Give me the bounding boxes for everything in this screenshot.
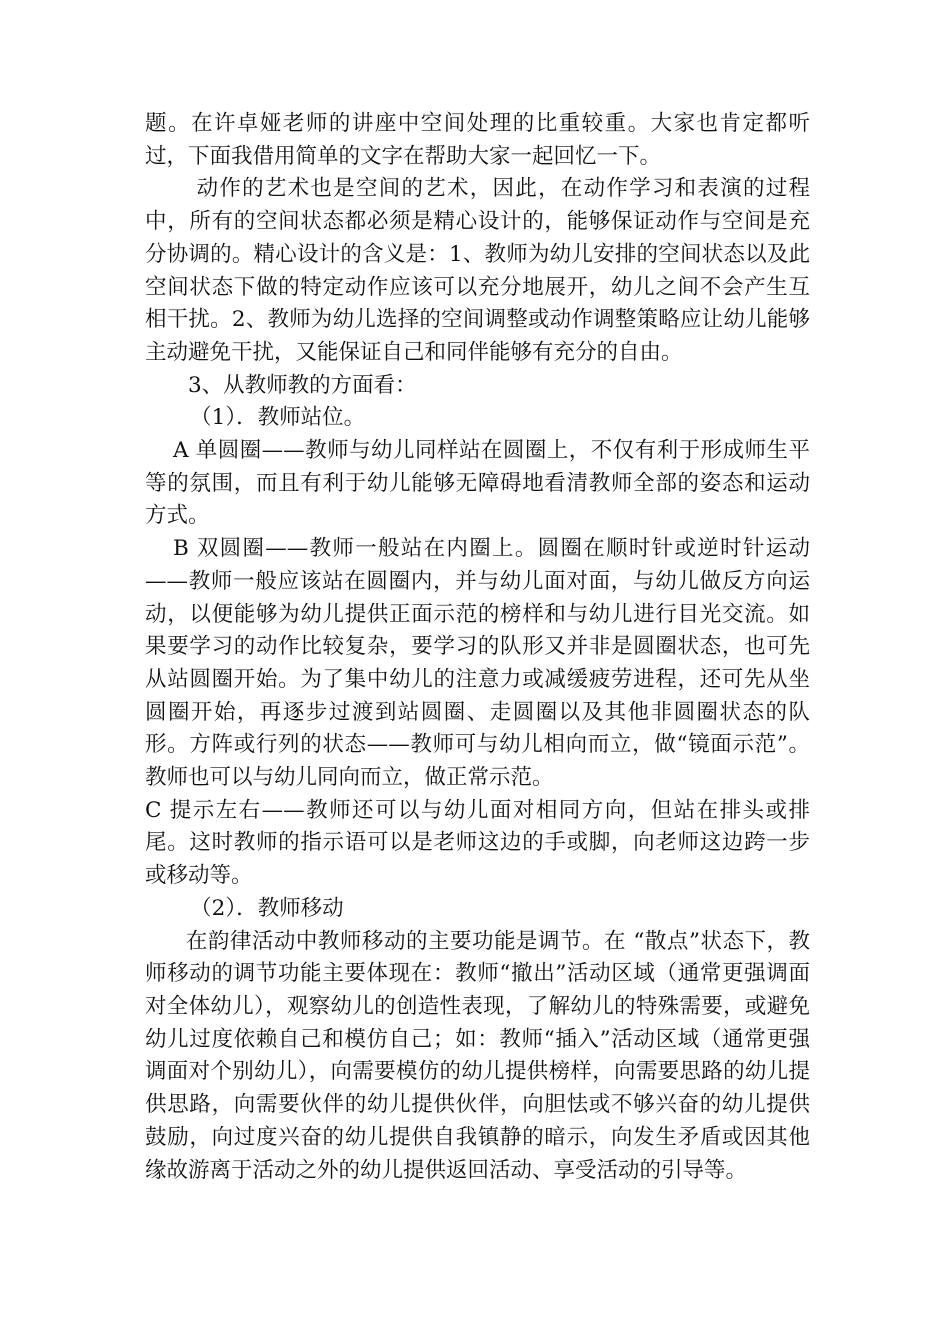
paragraph-intro: 题。在许卓娅老师的讲座中空间处理的比重较重。大家也肯定都听过，下面我借用简单的文字在帮助大家一起回忆一下。 [145,111,810,169]
paragraph-single-circle: A 单圆圈——教师与幼儿同样站在圆圈上，不仅有利于形成师生平等的氛围，而且有利于幼儿能够无障碍地看清教师全部的姿态和运动方式。 [145,438,810,529]
paragraph-movement-function: 在韵律活动中教师移动的主要功能是调节。在 “散点”状态下，教师移动的调节功能主要体现在：教师“撤出”活动区域（通常更强调面对全体幼儿），观察幼儿的创造性表现，了解幼儿的特殊需要，或避免幼儿过度依赖自己和模仿自己；如：教师“插入”活动区域（通常更强调面对个别幼儿），向需要模仿的幼儿提供榜样，向需要思路的幼儿提供思路，向需要伙伴的幼儿提供伙伴，向胆怯或不够兴奋的幼儿提供鼓励，向过度兴奋的幼儿提供自我镇静的暗示，向发生矛盾或因其他缘故游离于活动之外的幼儿提供返回活动、享受活动的引导等。 [145,928,810,1183]
heading-teacher-movement: （2）．教师移动 [190,895,344,921]
heading-teacher-teaching: 3、从教师教的方面看： [188,372,417,398]
heading-teacher-position: （1）．教师站位。 [190,405,366,431]
paragraph-double-circle: B 双圆圈——教师一般站在内圈上。圆圈在顺时针或逆时针运动——教师一般应该站在圆圈内，并与幼儿面对面，与幼儿做反方向运动，以便能够为幼儿提供正面示范的榜样和与幼儿进行目光交流。如果要学习的动作比较复杂，要学习的队形又并非是圆圈状态，也可先从站圆圈开始。为了集中幼儿的注意力或减缓疲劳进程，还可先从坐圆圈开始，再逐步过渡到站圆圈、走圆圈以及其他非圆圈状态的队形。方阵或行列的状态——教师可与幼儿相向而立，做“镜面示范”。教师也可以与幼儿同向而立，做正常示范。 [145,536,810,791]
paragraph-space-art: 动作的艺术也是空间的艺术，因此，在动作学习和表演的过程中，所有的空间状态都必须是精心设计的，能够保证动作与空间是充分协调的。精心设计的含义是：1、教师为幼儿安排的空间状态以及此空间状态下做的特定动作应该可以充分地展开，幼儿之间不会产生互相干扰。2、教师为幼儿选择的空间调整或动作调整策略应让幼儿能够主动避免干扰，又能保证自己和同伴能够有充分的自由。 [145,176,810,365]
document-body [145,108,810,1187]
paragraph-left-right: C 提示左右——教师还可以与幼儿面对相同方向，但站在排头或排尾。这时教师的指示语可以是老师这边的手或脚，向老师这边跨一步或移动等。 [145,797,810,889]
